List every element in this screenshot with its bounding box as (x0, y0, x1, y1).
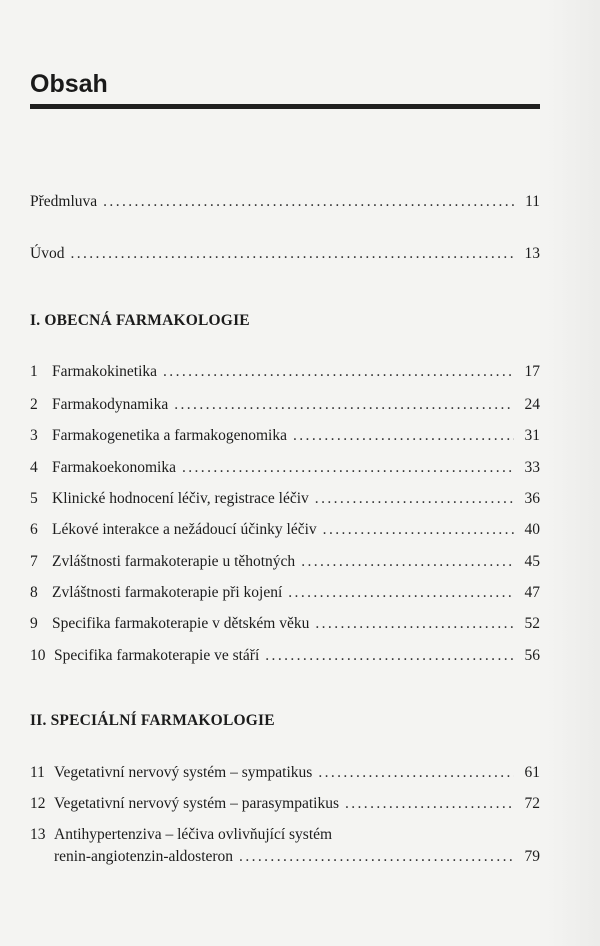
chapter-number: 7 (30, 553, 38, 570)
toc-heading: Obsah (30, 70, 108, 98)
leader-dots (265, 647, 514, 665)
entry-title: Předmluva (30, 193, 98, 210)
toc-entry[interactable] (30, 396, 540, 420)
toc-entry[interactable] (54, 848, 540, 872)
leader-dots (174, 396, 514, 414)
leader-dots (293, 427, 514, 445)
chapter-number: 1 (30, 363, 38, 380)
entry-page: 24 (524, 396, 540, 413)
leader-dots (345, 795, 514, 813)
section-heading-special: II. SPECIÁLNÍ FARMAKOLOGIE (30, 712, 275, 729)
entry-title: Lékové interakce a nežádoucí účinky léčiv (52, 521, 317, 538)
entry-title-line1[interactable]: Antihypertenziva – léčiva ovlivňující systém (54, 826, 333, 843)
heading-rule (30, 104, 540, 109)
chapter-number: 2 (30, 396, 38, 413)
toc-entry[interactable] (30, 584, 540, 608)
entry-page: 36 (524, 490, 540, 507)
entry-page: 47 (524, 584, 540, 601)
entry-title: Farmakogenetika a farmakogenomika (52, 427, 287, 444)
entry-title: Úvod (30, 245, 65, 262)
chapter-number: 4 (30, 459, 38, 476)
entry-page: 56 (524, 647, 540, 664)
leader-dots (301, 553, 514, 571)
chapter-number: 11 (30, 764, 45, 781)
leader-dots (318, 764, 514, 782)
entry-page: 31 (524, 427, 540, 444)
toc-entry[interactable] (30, 363, 540, 387)
toc-entry[interactable] (30, 521, 540, 545)
chapter-number: 13 (30, 826, 46, 843)
chapter-number: 10 (30, 647, 46, 664)
entry-page: 33 (524, 459, 540, 476)
entry-page: 45 (524, 553, 540, 570)
entry-title: Vegetativní nervový systém – parasympatikus (54, 795, 339, 812)
section-heading-general: I. OBECNÁ FARMAKOLOGIE (30, 312, 250, 329)
entry-page: 61 (524, 764, 540, 781)
entry-title: Zvláštnosti farmakoterapie u těhotných (52, 553, 296, 570)
chapter-number: 9 (30, 615, 38, 632)
entry-title: Specifika farmakoterapie v dětském věku (52, 615, 310, 632)
entry-page: 52 (524, 615, 540, 632)
entry-page: 17 (524, 363, 540, 380)
chapter-number: 5 (30, 490, 38, 507)
leader-dots (288, 584, 514, 602)
toc-entry[interactable] (30, 615, 540, 639)
toc-entry[interactable] (30, 490, 540, 514)
entry-title-line2: renin-angiotenzin-aldosteron (54, 848, 234, 865)
toc-entry[interactable] (30, 459, 540, 483)
chapter-number: 8 (30, 584, 38, 601)
toc-entry[interactable] (30, 553, 540, 577)
entry-title: Farmakokinetika (52, 363, 158, 380)
toc-entry-preface[interactable] (30, 193, 540, 217)
entry-title: Farmakoekonomika (52, 459, 176, 476)
toc-entry-introduction[interactable] (30, 245, 540, 269)
page-edge-shadow (545, 0, 600, 946)
leader-dots (323, 521, 514, 539)
leader-dots (239, 848, 514, 866)
entry-title: Farmakodynamika (52, 396, 169, 413)
chapter-number: 3 (30, 427, 38, 444)
leader-dots (163, 363, 514, 381)
entry-page: 79 (524, 848, 540, 865)
leader-dots (315, 615, 514, 633)
entry-page: 72 (524, 795, 540, 812)
entry-title: Specifika farmakoterapie ve stáří (54, 647, 260, 664)
entry-title: Klinické hodnocení léčiv, registrace léčiv (52, 490, 309, 507)
entry-page: 13 (524, 245, 540, 262)
entry-page: 11 (525, 193, 540, 210)
leader-dots (70, 245, 514, 263)
toc-entry[interactable] (30, 764, 540, 788)
entry-title: Vegetativní nervový systém – sympatikus (54, 764, 313, 781)
leader-dots (182, 459, 514, 477)
chapter-number: 6 (30, 521, 38, 538)
leader-dots (103, 193, 514, 211)
entry-page: 40 (524, 521, 540, 538)
entry-title: Zvláštnosti farmakoterapie při kojení (52, 584, 283, 601)
toc-entry[interactable] (30, 427, 540, 451)
leader-dots (315, 490, 514, 508)
chapter-number: 12 (30, 795, 46, 812)
toc-entry[interactable] (30, 795, 540, 819)
toc-entry[interactable] (30, 647, 540, 671)
